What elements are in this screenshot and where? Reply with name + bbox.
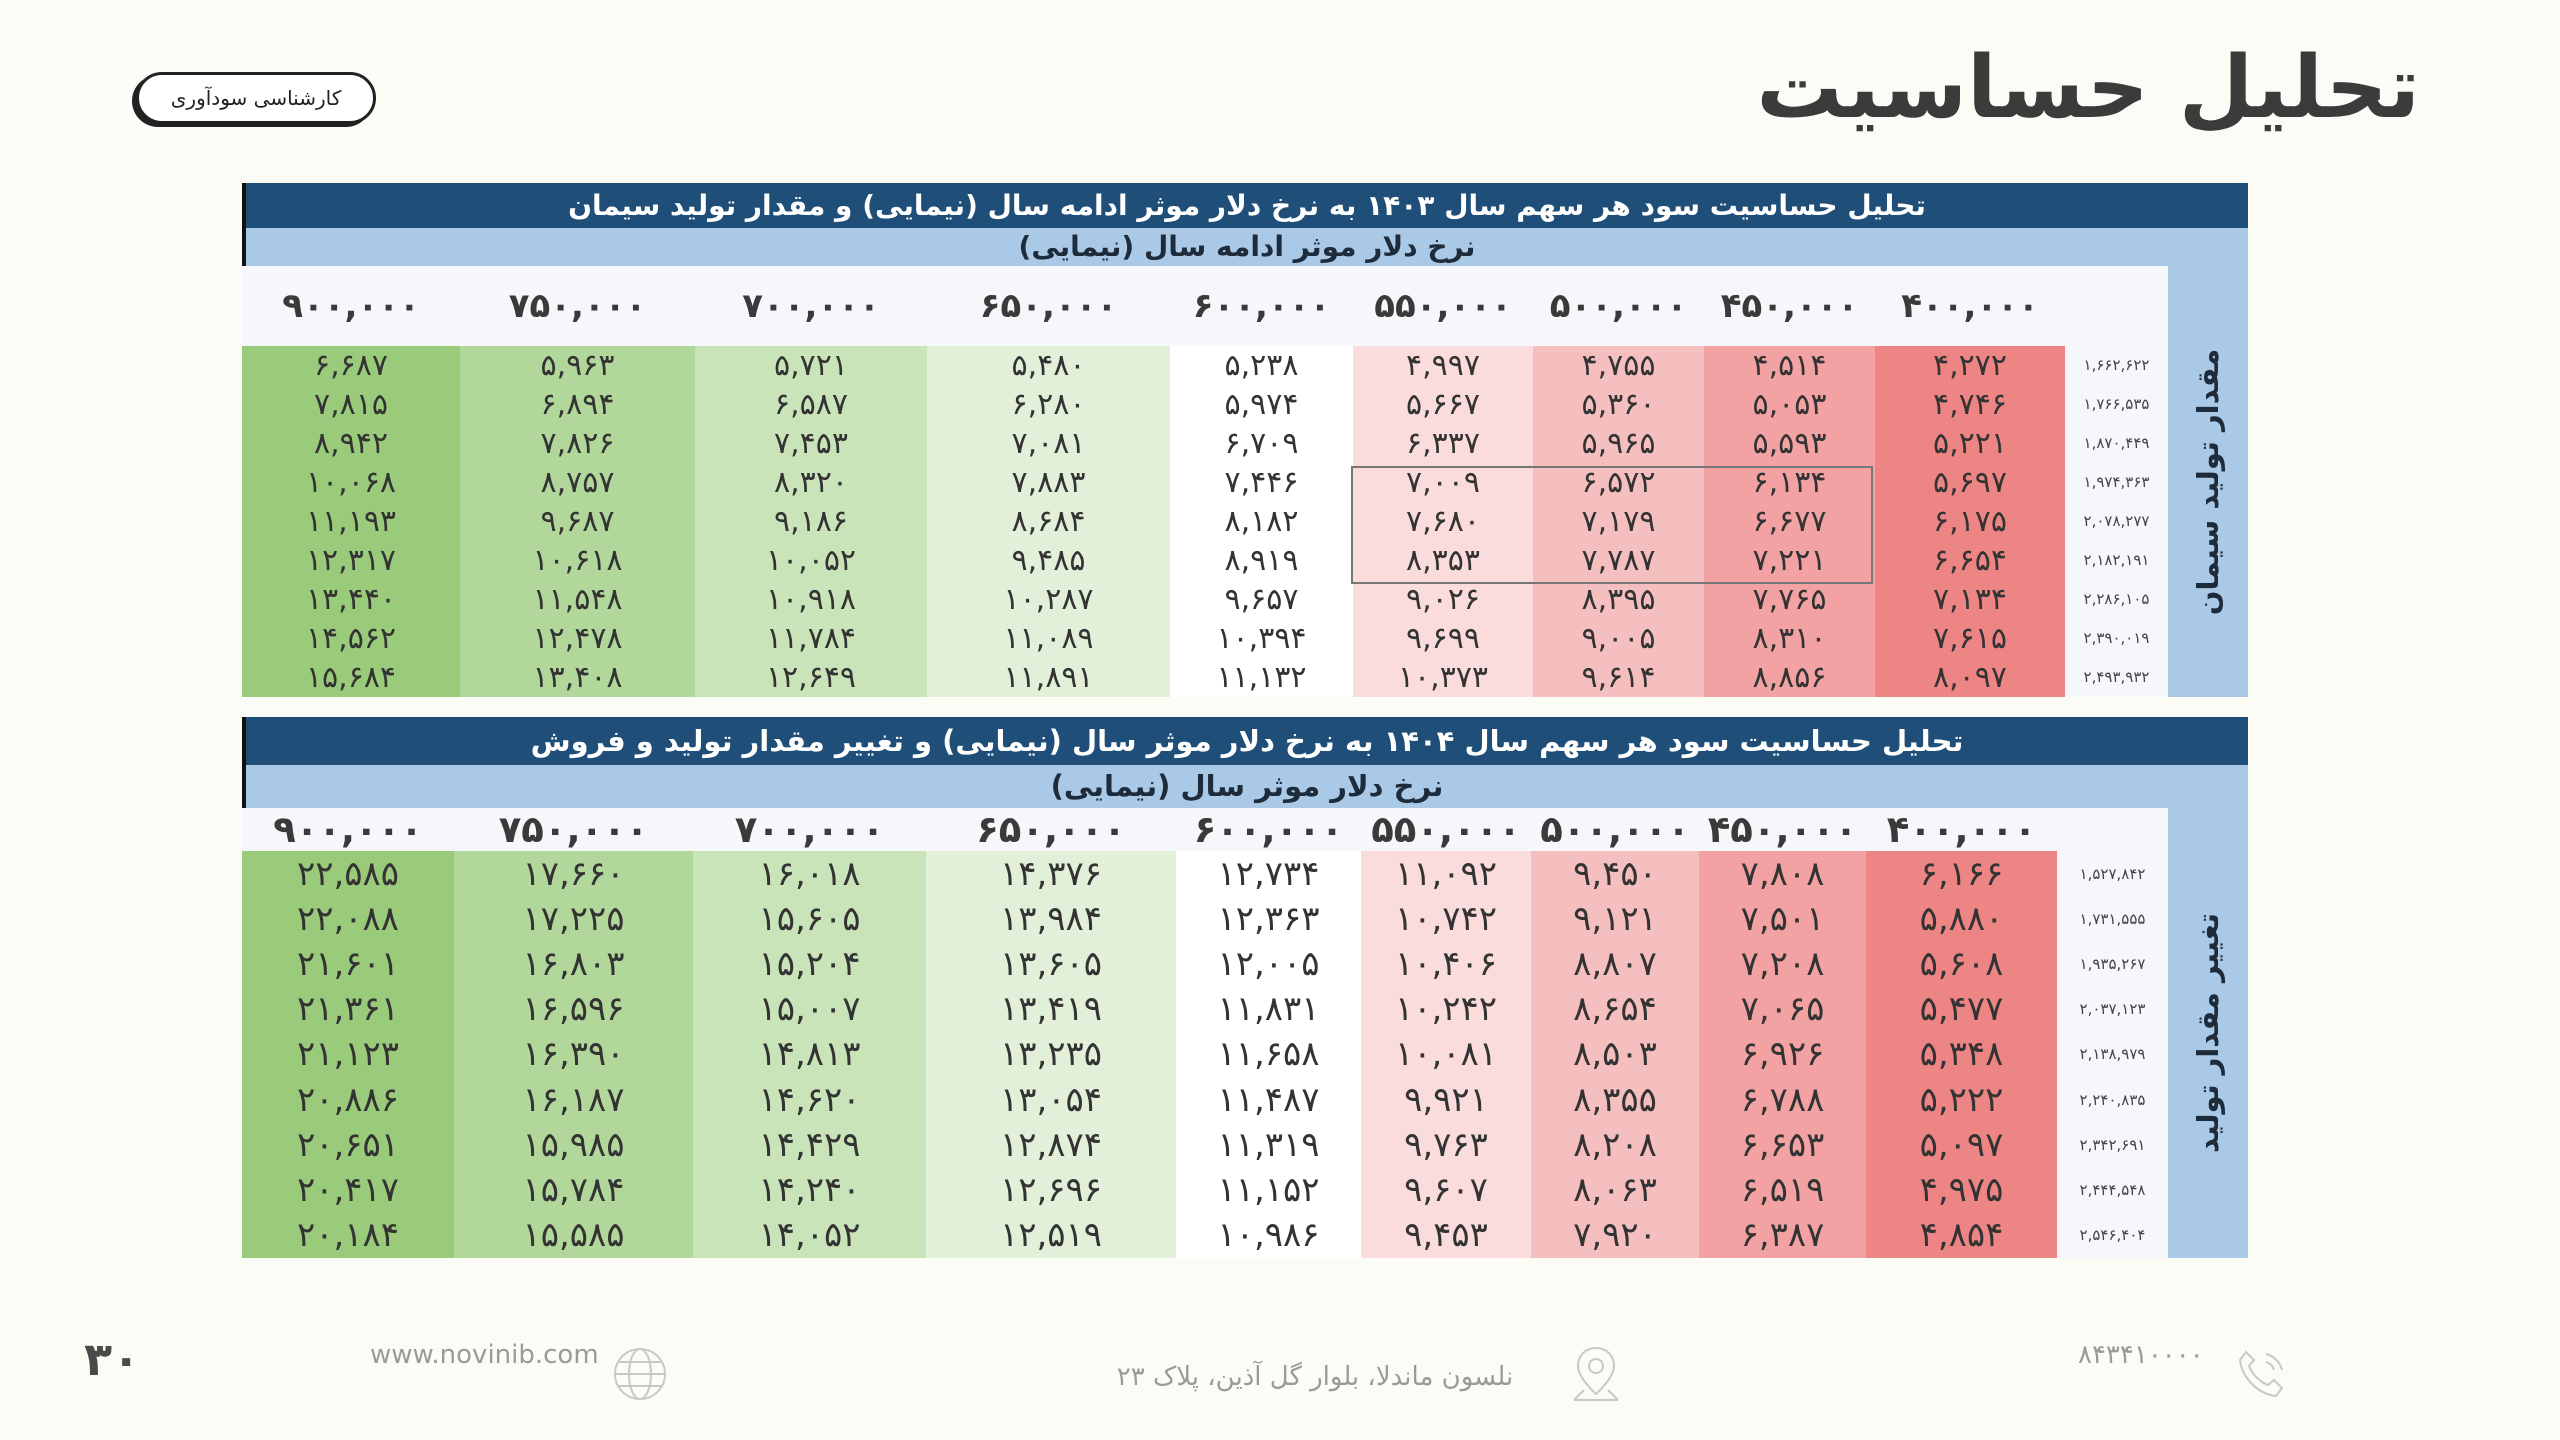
value-cell: ۵,۳۶۰ [1533, 385, 1704, 424]
value-cell: ۱۱,۸۳۱ [1176, 987, 1361, 1032]
side-axis-text: تغییر مقدار تولید [2191, 913, 2225, 1153]
row-label: ۲,۳۴۲,۶۹۱ [2057, 1122, 2168, 1167]
value-cell: ۸,۲۰۸ [1531, 1122, 1699, 1167]
column-header: ۶۵۰,۰۰۰ [927, 266, 1170, 346]
value-cell: ۹,۰۰۵ [1533, 619, 1704, 658]
value-cell: ۲۲,۵۸۵ [242, 851, 454, 896]
row-label: ۱,۸۷۰,۴۴۹ [2065, 424, 2168, 463]
value-cell: ۱۶,۳۹۰ [454, 1032, 693, 1077]
row-label: ۲,۴۹۳,۹۳۲ [2065, 658, 2168, 697]
value-cell: ۱۶,۰۱۸ [693, 851, 926, 896]
value-cell: ۷,۹۲۰ [1531, 1213, 1699, 1258]
value-cell: ۱۱,۰۸۹ [927, 619, 1170, 658]
value-cell: ۵,۲۲۱ [1875, 424, 2065, 463]
column-header: ۷۵۰,۰۰۰ [460, 266, 695, 346]
value-cell: ۷,۱۷۹ [1533, 502, 1704, 541]
value-cell: ۱۰,۳۷۳ [1353, 658, 1533, 697]
value-cell: ۱۵,۶۸۴ [242, 658, 460, 697]
value-cell: ۸,۸۵۶ [1704, 658, 1875, 697]
value-cell: ۱۳,۴۴۰ [242, 580, 460, 619]
row-label: ۱,۶۶۲,۶۲۲ [2065, 346, 2168, 385]
column-header: ۵۰۰,۰۰۰ [1531, 808, 1699, 851]
value-cell: ۱۱,۴۸۷ [1176, 1077, 1361, 1122]
table-title: تحلیل حساسیت سود هر سهم سال ۱۴۰۳ به نرخ دلار موثر ادامه سال (نیمایی) و مقدار تولید سیمان [242, 183, 2248, 228]
table-row [242, 1168, 2168, 1213]
column-header: ۵۵۰,۰۰۰ [1353, 266, 1533, 346]
value-cell: ۶,۶۷۷ [1704, 502, 1875, 541]
column-header-row [242, 808, 2168, 851]
value-cell: ۵,۹۶۳ [460, 346, 695, 385]
table-row [242, 541, 2168, 580]
value-cell: ۹,۴۸۵ [927, 541, 1170, 580]
value-cell: ۹,۷۶۳ [1361, 1122, 1531, 1167]
value-cell: ۱۲,۵۱۹ [926, 1213, 1176, 1258]
value-cell: ۸,۰۶۳ [1531, 1168, 1699, 1213]
value-cell: ۴,۷۵۵ [1533, 346, 1704, 385]
value-cell: ۱۱,۱۵۲ [1176, 1168, 1361, 1213]
row-label: ۲,۵۴۶,۴۰۴ [2057, 1213, 2168, 1258]
value-cell: ۷,۰۶۵ [1699, 987, 1866, 1032]
value-cell: ۱۲,۶۹۶ [926, 1168, 1176, 1213]
table-row [242, 1032, 2168, 1077]
value-cell: ۱۴,۲۴۰ [693, 1168, 926, 1213]
value-cell: ۱۲,۰۰۵ [1176, 941, 1361, 986]
value-cell: ۹,۹۲۱ [1361, 1077, 1531, 1122]
value-cell: ۵,۰۹۷ [1866, 1122, 2057, 1167]
row-label: ۱,۵۲۷,۸۴۲ [2057, 851, 2168, 896]
value-cell: ۴,۸۵۴ [1866, 1213, 2057, 1258]
value-cell: ۱۱,۱۹۳ [242, 502, 460, 541]
column-header: ۷۵۰,۰۰۰ [454, 808, 693, 851]
table-subtitle: نرخ دلار موثر ادامه سال (نیمایی) [242, 228, 2248, 266]
value-cell: ۲۲,۰۸۸ [242, 896, 454, 941]
value-cell: ۵,۴۸۰ [927, 346, 1170, 385]
value-cell: ۹,۶۸۷ [460, 502, 695, 541]
table-row [242, 346, 2168, 385]
row-label: ۱,۹۷۴,۳۶۳ [2065, 463, 2168, 502]
value-cell: ۶,۷۰۹ [1170, 424, 1353, 463]
table-row [242, 502, 2168, 541]
page-title: تحلیل حساسیت [1756, 38, 2420, 138]
value-cell: ۶,۸۹۴ [460, 385, 695, 424]
sensitivity-table-1403 [242, 183, 2248, 697]
value-cell: ۱۷,۶۶۰ [454, 851, 693, 896]
value-cell: ۸,۳۵۵ [1531, 1077, 1699, 1122]
value-cell: ۸,۰۹۷ [1875, 658, 2065, 697]
value-cell: ۶,۱۳۴ [1704, 463, 1875, 502]
value-cell: ۱۱,۷۸۴ [695, 619, 927, 658]
value-cell: ۱۱,۱۳۲ [1170, 658, 1353, 697]
column-header: ۴۰۰,۰۰۰ [1875, 266, 2065, 346]
value-cell: ۶,۳۳۷ [1353, 424, 1533, 463]
value-cell: ۱۵,۰۰۷ [693, 987, 926, 1032]
column-header: ۶۰۰,۰۰۰ [1176, 808, 1361, 851]
value-cell: ۱۲,۶۴۹ [695, 658, 927, 697]
value-cell: ۸,۳۹۵ [1533, 580, 1704, 619]
value-cell: ۱۱,۳۱۹ [1176, 1122, 1361, 1167]
row-label: ۲,۳۹۰,۰۱۹ [2065, 619, 2168, 658]
value-cell: ۷,۱۳۴ [1875, 580, 2065, 619]
table-subtitle: نرخ دلار موثر سال (نیمایی) [242, 765, 2248, 808]
table-row [242, 619, 2168, 658]
value-cell: ۱۱,۰۹۲ [1361, 851, 1531, 896]
value-cell: ۱۲,۷۳۴ [1176, 851, 1361, 896]
column-header: ۵۵۰,۰۰۰ [1361, 808, 1531, 851]
value-cell: ۹,۶۱۴ [1533, 658, 1704, 697]
value-cell: ۷,۸۱۵ [242, 385, 460, 424]
value-cell: ۱۵,۲۰۴ [693, 941, 926, 986]
table-grid [242, 808, 2168, 1258]
value-cell: ۵,۶۶۷ [1353, 385, 1533, 424]
value-cell: ۱۰,۲۸۷ [927, 580, 1170, 619]
value-cell: ۵,۰۵۳ [1704, 385, 1875, 424]
value-cell: ۱۰,۰۶۸ [242, 463, 460, 502]
column-header: ۹۰۰,۰۰۰ [242, 808, 454, 851]
value-cell: ۱۴,۵۶۲ [242, 619, 460, 658]
value-cell: ۱۵,۶۰۵ [693, 896, 926, 941]
value-cell: ۱۴,۳۷۶ [926, 851, 1176, 896]
table-row [242, 896, 2168, 941]
value-cell: ۱۶,۱۸۷ [454, 1077, 693, 1122]
value-cell: ۱۰,۹۸۶ [1176, 1213, 1361, 1258]
value-cell: ۶,۳۸۷ [1699, 1213, 1866, 1258]
side-axis-label [2168, 266, 2248, 697]
value-cell: ۷,۶۸۰ [1353, 502, 1533, 541]
column-header: ۶۵۰,۰۰۰ [926, 808, 1176, 851]
table-row [242, 851, 2168, 896]
value-cell: ۵,۸۸۰ [1866, 896, 2057, 941]
value-cell: ۶,۶۵۴ [1875, 541, 2065, 580]
value-cell: ۷,۰۸۱ [927, 424, 1170, 463]
column-header: ۷۰۰,۰۰۰ [693, 808, 926, 851]
table-grid [242, 266, 2168, 697]
value-cell: ۶,۲۸۰ [927, 385, 1170, 424]
value-cell: ۲۰,۱۸۴ [242, 1213, 454, 1258]
value-cell: ۹,۶۵۷ [1170, 580, 1353, 619]
value-cell: ۱۷,۲۲۵ [454, 896, 693, 941]
value-cell: ۹,۴۵۰ [1531, 851, 1699, 896]
value-cell: ۶,۵۱۹ [1699, 1168, 1866, 1213]
value-cell: ۶,۶۵۳ [1699, 1122, 1866, 1167]
value-cell: ۱۰,۰۵۲ [695, 541, 927, 580]
globe-icon [612, 1346, 668, 1402]
value-cell: ۱۰,۴۰۶ [1361, 941, 1531, 986]
value-cell: ۱۴,۰۵۲ [693, 1213, 926, 1258]
value-cell: ۲۰,۸۸۶ [242, 1077, 454, 1122]
table-row [242, 1122, 2168, 1167]
website-link[interactable]: www.novinib.com [370, 1340, 599, 1370]
value-cell: ۷,۰۰۹ [1353, 463, 1533, 502]
value-cell: ۵,۲۲۲ [1866, 1077, 2057, 1122]
header-corner [2065, 266, 2168, 346]
value-cell: ۸,۳۲۰ [695, 463, 927, 502]
value-cell: ۶,۶۸۷ [242, 346, 460, 385]
value-cell: ۲۰,۴۱۷ [242, 1168, 454, 1213]
value-cell: ۷,۸۰۸ [1699, 851, 1866, 896]
value-cell: ۶,۱۷۵ [1875, 502, 2065, 541]
value-cell: ۷,۶۱۵ [1875, 619, 2065, 658]
value-cell: ۱۴,۸۱۳ [693, 1032, 926, 1077]
phone-icon [2232, 1344, 2292, 1404]
value-cell: ۱۰,۳۹۴ [1170, 619, 1353, 658]
value-cell: ۷,۴۴۶ [1170, 463, 1353, 502]
value-cell: ۸,۸۰۷ [1531, 941, 1699, 986]
sensitivity-table-1404 [242, 717, 2248, 1258]
value-cell: ۵,۳۴۸ [1866, 1032, 2057, 1077]
value-cell: ۷,۸۸۳ [927, 463, 1170, 502]
row-label: ۱,۹۳۵,۲۶۷ [2057, 941, 2168, 986]
value-cell: ۴,۵۱۴ [1704, 346, 1875, 385]
value-cell: ۵,۶۰۸ [1866, 941, 2057, 986]
value-cell: ۸,۱۸۲ [1170, 502, 1353, 541]
table-row [242, 385, 2168, 424]
row-label: ۱,۷۳۱,۵۵۵ [2057, 896, 2168, 941]
value-cell: ۹,۴۵۳ [1361, 1213, 1531, 1258]
table-title: تحلیل حساسیت سود هر سهم سال ۱۴۰۴ به نرخ دلار موثر سال (نیمایی) و تغییر مقدار تولید و فروش [242, 717, 2248, 765]
value-cell: ۴,۲۷۲ [1875, 346, 2065, 385]
location-pin-icon [1568, 1344, 1624, 1404]
table-row [242, 1077, 2168, 1122]
row-label: ۲,۲۸۶,۱۰۵ [2065, 580, 2168, 619]
row-label: ۲,۱۳۸,۹۷۹ [2057, 1032, 2168, 1077]
value-cell: ۱۵,۹۸۵ [454, 1122, 693, 1167]
value-cell: ۵,۶۹۷ [1875, 463, 2065, 502]
value-cell: ۸,۷۵۷ [460, 463, 695, 502]
column-header: ۹۰۰,۰۰۰ [242, 266, 460, 346]
value-cell: ۴,۷۴۶ [1875, 385, 2065, 424]
table-row [242, 424, 2168, 463]
value-cell: ۴,۹۷۵ [1866, 1168, 2057, 1213]
value-cell: ۱۰,۷۴۲ [1361, 896, 1531, 941]
value-cell: ۴,۹۹۷ [1353, 346, 1533, 385]
table-row [242, 580, 2168, 619]
page-number: ۳۰ [84, 1332, 141, 1386]
column-header: ۶۰۰,۰۰۰ [1170, 266, 1353, 346]
value-cell: ۱۰,۹۱۸ [695, 580, 927, 619]
column-header: ۴۵۰,۰۰۰ [1699, 808, 1866, 851]
value-cell: ۱۵,۷۸۴ [454, 1168, 693, 1213]
value-cell: ۷,۷۶۵ [1704, 580, 1875, 619]
value-cell: ۱۳,۹۸۴ [926, 896, 1176, 941]
value-cell: ۸,۳۱۰ [1704, 619, 1875, 658]
value-cell: ۱۳,۶۰۵ [926, 941, 1176, 986]
value-cell: ۸,۵۰۳ [1531, 1032, 1699, 1077]
value-cell: ۱۴,۶۲۰ [693, 1077, 926, 1122]
value-cell: ۹,۶۰۷ [1361, 1168, 1531, 1213]
value-cell: ۱۶,۵۹۶ [454, 987, 693, 1032]
value-cell: ۷,۴۵۳ [695, 424, 927, 463]
value-cell: ۷,۵۰۱ [1699, 896, 1866, 941]
table-row [242, 658, 2168, 697]
table-row [242, 941, 2168, 986]
table-row [242, 1213, 2168, 1258]
value-cell: ۱۰,۰۸۱ [1361, 1032, 1531, 1077]
value-cell: ۹,۱۲۱ [1531, 896, 1699, 941]
column-header: ۴۵۰,۰۰۰ [1704, 266, 1875, 346]
value-cell: ۷,۲۰۸ [1699, 941, 1866, 986]
row-label: ۲,۰۳۷,۱۲۳ [2057, 987, 2168, 1032]
value-cell: ۸,۹۱۹ [1170, 541, 1353, 580]
value-cell: ۷,۸۲۶ [460, 424, 695, 463]
value-cell: ۹,۶۹۹ [1353, 619, 1533, 658]
value-cell: ۸,۳۵۳ [1353, 541, 1533, 580]
value-cell: ۱۳,۲۳۵ [926, 1032, 1176, 1077]
value-cell: ۸,۶۸۴ [927, 502, 1170, 541]
value-cell: ۱۱,۵۴۸ [460, 580, 695, 619]
value-cell: ۱۲,۴۷۸ [460, 619, 695, 658]
side-axis-label [2168, 808, 2248, 1258]
value-cell: ۵,۷۲۱ [695, 346, 927, 385]
value-cell: ۱۴,۴۲۹ [693, 1122, 926, 1167]
value-cell: ۱۱,۶۵۸ [1176, 1032, 1361, 1077]
table-row [242, 987, 2168, 1032]
value-cell: ۲۱,۱۲۳ [242, 1032, 454, 1077]
phone-number[interactable]: ۸۴۳۴۱۰۰۰۰ [2078, 1340, 2204, 1370]
value-cell: ۵,۹۷۴ [1170, 385, 1353, 424]
value-cell: ۱۰,۶۱۸ [460, 541, 695, 580]
value-cell: ۶,۹۲۶ [1699, 1032, 1866, 1077]
row-label: ۲,۲۴۰,۸۳۵ [2057, 1077, 2168, 1122]
value-cell: ۲۱,۳۶۱ [242, 987, 454, 1032]
row-label: ۲,۱۸۲,۱۹۱ [2065, 541, 2168, 580]
column-header-row [242, 266, 2168, 346]
column-header: ۷۰۰,۰۰۰ [695, 266, 927, 346]
row-label: ۲,۴۴۴,۵۴۸ [2057, 1168, 2168, 1213]
value-cell: ۵,۲۳۸ [1170, 346, 1353, 385]
value-cell: ۶,۵۸۷ [695, 385, 927, 424]
row-label: ۲,۰۷۸,۲۷۷ [2065, 502, 2168, 541]
value-cell: ۵,۵۹۳ [1704, 424, 1875, 463]
table-row [242, 463, 2168, 502]
header-corner [2057, 808, 2168, 851]
value-cell: ۹,۱۸۶ [695, 502, 927, 541]
value-cell: ۱۲,۳۱۷ [242, 541, 460, 580]
value-cell: ۱۶,۸۰۳ [454, 941, 693, 986]
value-cell: ۲۱,۶۰۱ [242, 941, 454, 986]
section-badge: کارشناسی سودآوری [136, 72, 376, 124]
value-cell: ۷,۷۸۷ [1533, 541, 1704, 580]
value-cell: ۲۰,۶۵۱ [242, 1122, 454, 1167]
value-cell: ۱۲,۸۷۴ [926, 1122, 1176, 1167]
side-axis-text: مقدار تولید سیمان [2191, 348, 2225, 615]
column-header: ۴۰۰,۰۰۰ [1866, 808, 2057, 851]
value-cell: ۹,۰۲۶ [1353, 580, 1533, 619]
value-cell: ۷,۲۲۱ [1704, 541, 1875, 580]
row-label: ۱,۷۶۶,۵۳۵ [2065, 385, 2168, 424]
value-cell: ۸,۹۴۲ [242, 424, 460, 463]
value-cell: ۱۳,۰۵۴ [926, 1077, 1176, 1122]
value-cell: ۱۰,۲۴۲ [1361, 987, 1531, 1032]
value-cell: ۵,۴۷۷ [1866, 987, 2057, 1032]
value-cell: ۱۳,۴۱۹ [926, 987, 1176, 1032]
column-header: ۵۰۰,۰۰۰ [1533, 266, 1704, 346]
address-text: نلسون ماندلا، بلوار گل آذین، پلاک ۲۳ [1116, 1362, 1514, 1392]
value-cell: ۵,۹۶۵ [1533, 424, 1704, 463]
value-cell: ۱۵,۵۸۵ [454, 1213, 693, 1258]
value-cell: ۶,۷۸۸ [1699, 1077, 1866, 1122]
value-cell: ۱۳,۴۰۸ [460, 658, 695, 697]
value-cell: ۸,۶۵۴ [1531, 987, 1699, 1032]
value-cell: ۱۱,۸۹۱ [927, 658, 1170, 697]
value-cell: ۱۲,۳۶۳ [1176, 896, 1361, 941]
value-cell: ۶,۱۶۶ [1866, 851, 2057, 896]
value-cell: ۶,۵۷۲ [1533, 463, 1704, 502]
